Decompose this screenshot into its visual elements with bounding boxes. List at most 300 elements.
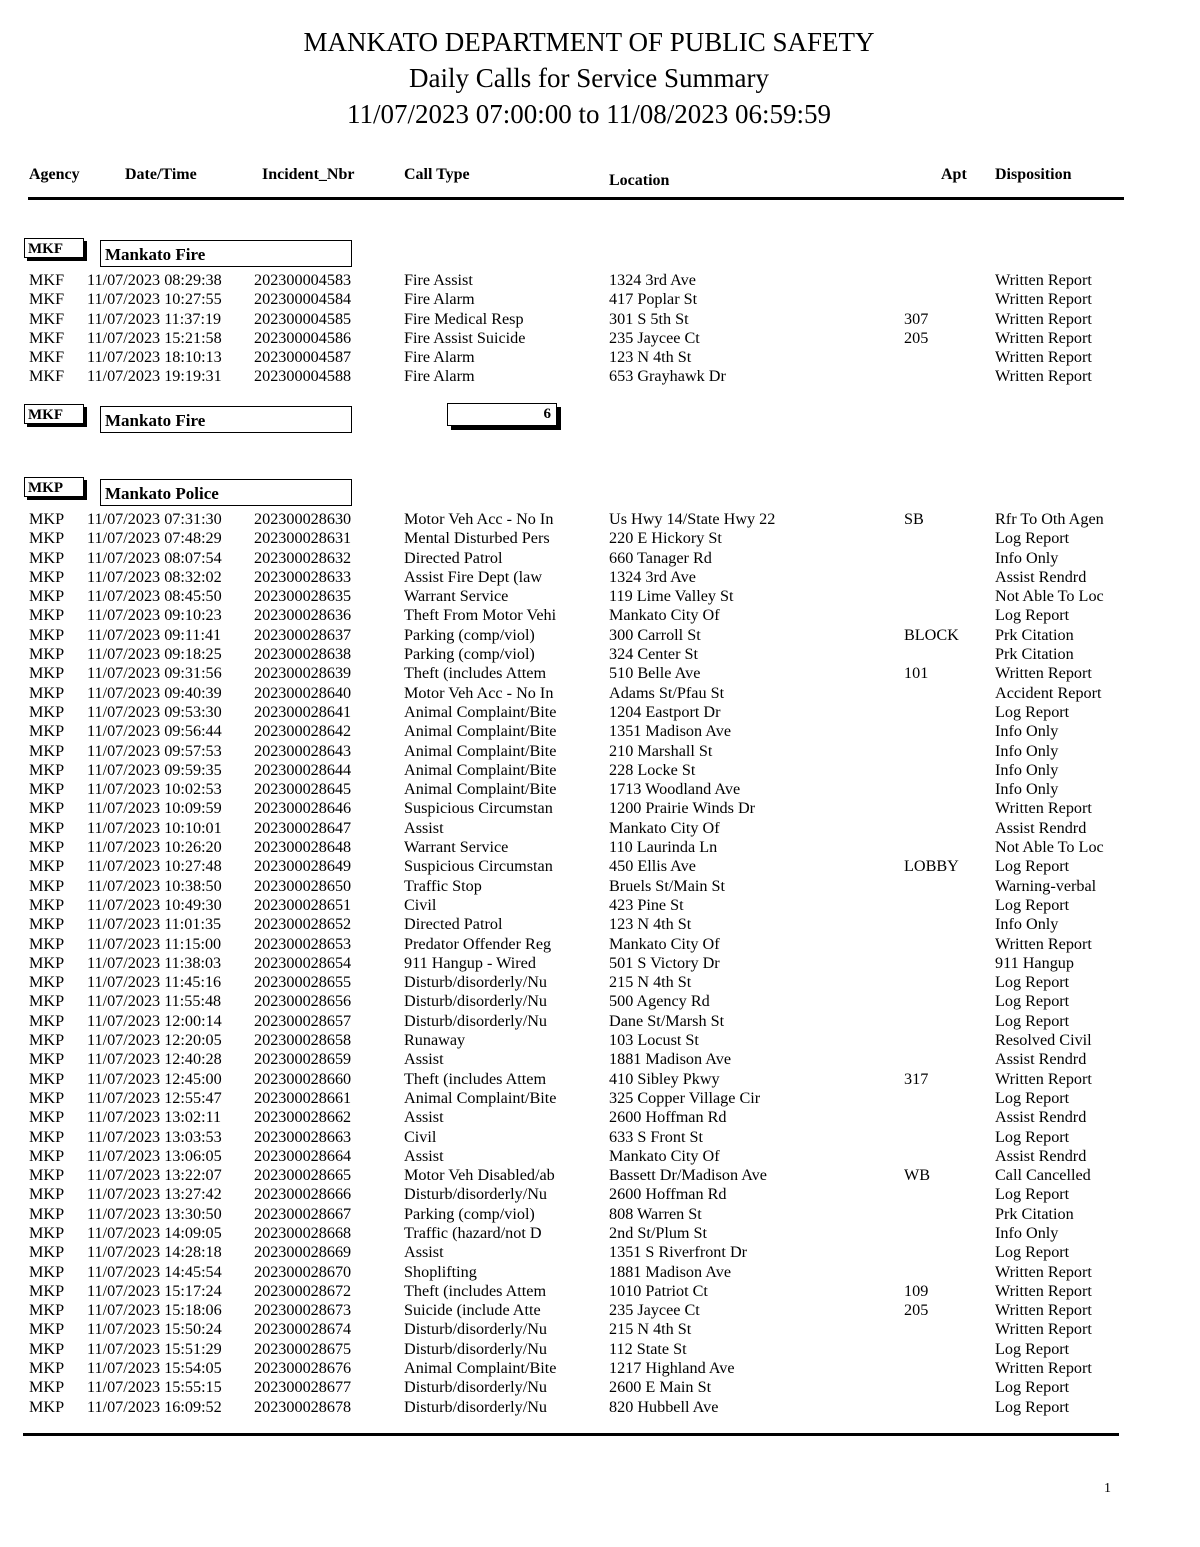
cell-datetime: 11/07/2023 10:38:50 <box>87 876 222 895</box>
cell-calltype: Traffic Stop <box>404 876 482 895</box>
cell-agency: MKP <box>29 1204 65 1223</box>
cell-agency: MKP <box>29 1069 65 1088</box>
cell-apt: 101 <box>904 664 929 683</box>
table-row <box>0 1320 1200 1339</box>
cell-agency: MKP <box>29 799 65 818</box>
cell-datetime: 11/07/2023 13:06:05 <box>87 1146 222 1165</box>
cell-location: 210 Marshall St <box>609 741 713 760</box>
cell-datetime: 11/07/2023 14:45:54 <box>87 1262 222 1281</box>
cell-disposition: Written Report <box>995 1281 1092 1300</box>
table-row <box>0 819 1200 838</box>
cell-disposition: Log Report <box>995 973 1070 992</box>
cell-incident: 202300004588 <box>254 367 352 386</box>
table-row <box>0 587 1200 606</box>
table-row <box>0 1205 1200 1224</box>
table-row <box>0 271 1200 290</box>
cell-location: Adams St/Pfau St <box>609 683 725 702</box>
cell-disposition: Log Report <box>995 529 1070 548</box>
cell-calltype: 911 Hangup - Wired <box>404 953 536 972</box>
cell-calltype: Disturb/disorderly/Nu <box>404 992 547 1011</box>
cell-calltype: Assist <box>404 818 444 837</box>
cell-calltype: Fire Alarm <box>404 367 475 386</box>
cell-incident: 202300028673 <box>254 1301 352 1320</box>
cell-datetime: 11/07/2023 13:27:42 <box>87 1185 222 1204</box>
cell-incident: 202300028651 <box>254 895 352 914</box>
cell-disposition: Assist Rendrd <box>995 818 1087 837</box>
cell-calltype: Motor Veh Acc - No In <box>404 683 554 702</box>
table-row <box>0 1147 1200 1166</box>
cell-datetime: 11/07/2023 15:17:24 <box>87 1281 222 1300</box>
cell-disposition: Log Report <box>995 895 1070 914</box>
cell-calltype: Suspicious Circumstan <box>404 857 553 876</box>
cell-agency: MKP <box>29 1243 65 1262</box>
group-code-box: MKF <box>24 404 84 424</box>
cell-incident: 202300028661 <box>254 1088 352 1107</box>
cell-incident: 202300004584 <box>254 290 352 309</box>
cell-location: 119 Lime Valley St <box>609 587 734 606</box>
cell-incident: 202300028630 <box>254 510 352 528</box>
cell-agency: MKP <box>29 760 65 779</box>
cell-datetime: 11/07/2023 13:30:50 <box>87 1204 222 1223</box>
cell-agency: MKF <box>29 271 65 289</box>
cell-datetime: 11/07/2023 10:27:55 <box>87 290 222 309</box>
cell-datetime: 11/07/2023 11:37:19 <box>87 309 222 328</box>
cell-datetime: 11/07/2023 12:40:28 <box>87 1050 222 1069</box>
cell-incident: 202300028648 <box>254 838 352 857</box>
cell-disposition: Written Report <box>995 1069 1092 1088</box>
cell-incident: 202300028641 <box>254 702 352 721</box>
table-row <box>0 329 1200 348</box>
cell-disposition: Written Report <box>995 348 1092 367</box>
cell-apt: LOBBY <box>904 857 959 876</box>
cell-agency: MKP <box>29 567 65 586</box>
cell-agency: MKP <box>29 1339 65 1358</box>
cell-calltype: Parking (comp/viol) <box>404 1204 535 1223</box>
cell-calltype: Animal Complaint/Bite <box>404 780 557 799</box>
cell-datetime: 11/07/2023 09:10:23 <box>87 606 222 625</box>
header-rule <box>28 197 1124 200</box>
cell-incident: 202300028653 <box>254 934 352 953</box>
table-row <box>0 549 1200 568</box>
cell-disposition: Log Report <box>995 1185 1070 1204</box>
cell-datetime: 11/07/2023 11:15:00 <box>87 934 222 953</box>
cell-location: Mankato City Of <box>609 818 720 837</box>
cell-location: 1351 Madison Ave <box>609 722 731 741</box>
cell-incident: 202300028638 <box>254 645 352 664</box>
table-row <box>0 290 1200 309</box>
cell-disposition: Not Able To Loc <box>995 587 1104 606</box>
cell-location: 633 S Front St <box>609 1127 704 1146</box>
cell-apt: BLOCK <box>904 625 959 644</box>
column-headers <box>0 166 1200 196</box>
cell-location: 215 N 4th St <box>609 973 692 992</box>
cell-calltype: Animal Complaint/Bite <box>404 722 557 741</box>
cell-datetime: 11/07/2023 10:26:20 <box>87 838 222 857</box>
cell-location: 1324 3rd Ave <box>609 271 696 289</box>
table-row <box>0 722 1200 741</box>
cell-disposition: Written Report <box>995 664 1092 683</box>
cell-location: 450 Ellis Ave <box>609 857 696 876</box>
group-header-fire <box>24 238 364 272</box>
cell-incident: 202300028659 <box>254 1050 352 1069</box>
cell-agency: MKP <box>29 510 65 528</box>
cell-location: 1217 Highland Ave <box>609 1359 735 1378</box>
cell-incident: 202300028670 <box>254 1262 352 1281</box>
table-row <box>0 1263 1200 1282</box>
cell-datetime: 11/07/2023 15:54:05 <box>87 1359 222 1378</box>
cell-datetime: 11/07/2023 09:59:35 <box>87 760 222 779</box>
cell-calltype: Directed Patrol <box>404 548 503 567</box>
cell-incident: 202300028647 <box>254 818 352 837</box>
cell-disposition: Written Report <box>995 367 1092 386</box>
cell-incident: 202300028643 <box>254 741 352 760</box>
cell-disposition: Written Report <box>995 328 1092 347</box>
cell-datetime: 11/07/2023 15:55:15 <box>87 1378 222 1397</box>
cell-datetime: 11/07/2023 10:49:30 <box>87 895 222 914</box>
cell-datetime: 11/07/2023 10:10:01 <box>87 818 222 837</box>
cell-calltype: Fire Medical Resp <box>404 309 524 328</box>
cell-disposition: Written Report <box>995 1320 1092 1339</box>
cell-disposition: Written Report <box>995 1301 1092 1320</box>
cell-calltype: Disturb/disorderly/Nu <box>404 1320 547 1339</box>
cell-calltype: Shoplifting <box>404 1262 477 1281</box>
cell-datetime: 11/07/2023 11:55:48 <box>87 992 222 1011</box>
cell-incident: 202300028639 <box>254 664 352 683</box>
table-row <box>0 838 1200 857</box>
cell-incident: 202300028645 <box>254 780 352 799</box>
table-row <box>0 367 1200 386</box>
cell-location: 220 E Hickory St <box>609 529 722 548</box>
footer-rule <box>23 1433 1119 1436</box>
cell-calltype: Mental Disturbed Pers <box>404 529 550 548</box>
cell-datetime: 11/07/2023 12:45:00 <box>87 1069 222 1088</box>
cell-datetime: 11/07/2023 18:10:13 <box>87 348 222 367</box>
column-header-location: Location <box>609 172 670 189</box>
cell-agency: MKP <box>29 876 65 895</box>
cell-calltype: Predator Offender Reg <box>404 934 552 953</box>
cell-incident: 202300028668 <box>254 1223 352 1242</box>
cell-calltype: Traffic (hazard/not D <box>404 1223 542 1242</box>
cell-calltype: Assist <box>404 1146 444 1165</box>
cell-datetime: 11/07/2023 10:27:48 <box>87 857 222 876</box>
table-row <box>0 348 1200 367</box>
cell-location: 808 Warren St <box>609 1204 702 1223</box>
column-header-apt: Apt <box>941 166 967 183</box>
cell-apt: 307 <box>904 309 929 328</box>
table-row <box>0 310 1200 329</box>
group-name-box: Mankato Fire <box>100 240 352 267</box>
cell-datetime: 11/07/2023 09:40:39 <box>87 683 222 702</box>
cell-location: Bassett Dr/Madison Ave <box>609 1166 767 1185</box>
cell-calltype: Civil <box>404 1127 437 1146</box>
table-row <box>0 510 1200 529</box>
cell-datetime: 11/07/2023 09:56:44 <box>87 722 222 741</box>
cell-agency: MKF <box>29 309 65 328</box>
cell-incident: 202300028675 <box>254 1339 352 1358</box>
cell-agency: MKP <box>29 625 65 644</box>
cell-disposition: Assist Rendrd <box>995 567 1087 586</box>
cell-location: Mankato City Of <box>609 1146 720 1165</box>
cell-datetime: 11/07/2023 10:09:59 <box>87 799 222 818</box>
table-row <box>0 1012 1200 1031</box>
cell-agency: MKP <box>29 1146 65 1165</box>
cell-incident: 202300028640 <box>254 683 352 702</box>
table-row <box>0 1050 1200 1069</box>
cell-agency: MKP <box>29 529 65 548</box>
table-row <box>0 568 1200 587</box>
cell-agency: MKP <box>29 606 65 625</box>
cell-datetime: 11/07/2023 12:55:47 <box>87 1088 222 1107</box>
cell-agency: MKP <box>29 702 65 721</box>
cell-incident: 202300004585 <box>254 309 352 328</box>
cell-location: 123 N 4th St <box>609 915 692 934</box>
cell-apt: 205 <box>904 1301 929 1320</box>
table-row <box>0 529 1200 548</box>
cell-agency: MKP <box>29 722 65 741</box>
cell-calltype: Theft (includes Attem <box>404 664 547 683</box>
cell-disposition: Log Report <box>995 1127 1070 1146</box>
cell-calltype: Theft (includes Attem <box>404 1281 547 1300</box>
cell-incident: 202300028677 <box>254 1378 352 1397</box>
cell-incident: 202300028669 <box>254 1243 352 1262</box>
cell-disposition: Info Only <box>995 548 1059 567</box>
cell-incident: 202300028676 <box>254 1359 352 1378</box>
report-header <box>0 24 1178 132</box>
cell-calltype: Disturb/disorderly/Nu <box>404 1397 547 1416</box>
cell-incident: 202300028632 <box>254 548 352 567</box>
cell-datetime: 11/07/2023 08:29:38 <box>87 271 222 289</box>
cell-calltype: Warrant Service <box>404 587 509 606</box>
cell-location: 235 Jaycee Ct <box>609 1301 700 1320</box>
cell-location: 300 Carroll St <box>609 625 701 644</box>
cell-location: Us Hwy 14/State Hwy 22 <box>609 510 776 528</box>
cell-disposition: Log Report <box>995 857 1070 876</box>
cell-agency: MKP <box>29 953 65 972</box>
cell-location: Mankato City Of <box>609 606 720 625</box>
cell-disposition: 911 Hangup <box>995 953 1074 972</box>
cell-disposition: Log Report <box>995 1397 1070 1416</box>
cell-agency: MKP <box>29 992 65 1011</box>
cell-incident: 202300028662 <box>254 1108 352 1127</box>
cell-agency: MKP <box>29 895 65 914</box>
cell-incident: 202300004583 <box>254 271 352 289</box>
group-count-box: 6 <box>447 403 557 426</box>
group-footer-fire <box>24 404 364 438</box>
cell-location: 112 State St <box>609 1339 687 1358</box>
cell-agency: MKP <box>29 1108 65 1127</box>
cell-incident: 202300028663 <box>254 1127 352 1146</box>
cell-datetime: 11/07/2023 15:21:58 <box>87 328 222 347</box>
table-row <box>0 645 1200 664</box>
report-title: MANKATO DEPARTMENT OF PUBLIC SAFETY <box>303 27 875 57</box>
cell-disposition: Written Report <box>995 1262 1092 1281</box>
cell-calltype: Fire Assist Suicide <box>404 328 526 347</box>
cell-location: 653 Grayhawk Dr <box>609 367 726 386</box>
cell-location: Bruels St/Main St <box>609 876 726 895</box>
cell-agency: MKP <box>29 838 65 857</box>
cell-agency: MKP <box>29 780 65 799</box>
cell-agency: MKP <box>29 1301 65 1320</box>
cell-agency: MKP <box>29 1050 65 1069</box>
cell-disposition: Info Only <box>995 915 1059 934</box>
cell-datetime: 11/07/2023 11:01:35 <box>87 915 222 934</box>
cell-agency: MKP <box>29 1031 65 1050</box>
cell-calltype: Suicide (include Atte <box>404 1301 541 1320</box>
table-row <box>0 1378 1200 1397</box>
cell-incident: 202300028656 <box>254 992 352 1011</box>
table-row <box>0 1243 1200 1262</box>
cell-calltype: Animal Complaint/Bite <box>404 760 557 779</box>
cell-disposition: Rfr To Oth Agen <box>995 510 1104 528</box>
cell-incident: 202300028649 <box>254 857 352 876</box>
cell-location: 103 Locust St <box>609 1031 699 1050</box>
table-row <box>0 857 1200 876</box>
table-row <box>0 1301 1200 1320</box>
table-row <box>0 877 1200 896</box>
cell-incident: 202300028637 <box>254 625 352 644</box>
cell-agency: MKP <box>29 664 65 683</box>
table-row <box>0 1128 1200 1147</box>
cell-disposition: Written Report <box>995 309 1092 328</box>
cell-location: 1713 Woodland Ave <box>609 780 741 799</box>
cell-disposition: Log Report <box>995 702 1070 721</box>
table-row <box>0 626 1200 645</box>
cell-calltype: Animal Complaint/Bite <box>404 1359 557 1378</box>
table-row <box>0 703 1200 722</box>
group-code-box: MKP <box>24 477 84 497</box>
cell-agency: MKF <box>29 367 65 386</box>
cell-disposition: Info Only <box>995 741 1059 760</box>
cell-disposition: Assist Rendrd <box>995 1050 1087 1069</box>
group-code-box: MKF <box>24 238 84 258</box>
cell-incident: 202300028674 <box>254 1320 352 1339</box>
cell-incident: 202300028664 <box>254 1146 352 1165</box>
cell-location: 1881 Madison Ave <box>609 1262 731 1281</box>
cell-location: 228 Locke St <box>609 760 696 779</box>
cell-location: 110 Laurinda Ln <box>609 838 718 857</box>
cell-incident: 202300028660 <box>254 1069 352 1088</box>
table-row <box>0 896 1200 915</box>
cell-agency: MKP <box>29 741 65 760</box>
cell-disposition: Info Only <box>995 780 1059 799</box>
group-name-box: Mankato Fire <box>100 406 352 433</box>
cell-calltype: Theft (includes Attem <box>404 1069 547 1088</box>
cell-agency: MKP <box>29 1262 65 1281</box>
cell-location: 510 Belle Ave <box>609 664 701 683</box>
cell-incident: 202300028657 <box>254 1011 352 1030</box>
cell-disposition: Log Report <box>995 1243 1070 1262</box>
cell-datetime: 11/07/2023 16:09:52 <box>87 1397 222 1416</box>
cell-datetime: 11/07/2023 09:53:30 <box>87 702 222 721</box>
table-row <box>0 799 1200 818</box>
cell-agency: MKP <box>29 1185 65 1204</box>
cell-incident: 202300028633 <box>254 567 352 586</box>
cell-apt: 317 <box>904 1069 929 1088</box>
cell-calltype: Runaway <box>404 1031 466 1050</box>
cell-disposition: Written Report <box>995 271 1092 289</box>
cell-incident: 202300028635 <box>254 587 352 606</box>
cell-agency: MKP <box>29 1223 65 1242</box>
cell-incident: 202300028678 <box>254 1397 352 1416</box>
cell-calltype: Civil <box>404 895 437 914</box>
column-header-disposition: Disposition <box>995 166 1072 183</box>
table-row <box>0 664 1200 683</box>
cell-disposition: Call Cancelled <box>995 1166 1091 1185</box>
cell-calltype: Animal Complaint/Bite <box>404 741 557 760</box>
cell-calltype: Disturb/disorderly/Nu <box>404 1378 547 1397</box>
table-row <box>0 1166 1200 1185</box>
cell-incident: 202300028658 <box>254 1031 352 1050</box>
cell-disposition: Written Report <box>995 1359 1092 1378</box>
cell-disposition: Log Report <box>995 1339 1070 1358</box>
cell-agency: MKP <box>29 1378 65 1397</box>
cell-agency: MKP <box>29 915 65 934</box>
table-row <box>0 1185 1200 1204</box>
cell-incident: 202300004587 <box>254 348 352 367</box>
cell-agency: MKF <box>29 348 65 367</box>
cell-calltype: Assist <box>404 1108 444 1127</box>
cell-datetime: 11/07/2023 10:02:53 <box>87 780 222 799</box>
table-row <box>0 1070 1200 1089</box>
cell-calltype: Theft From Motor Vehi <box>404 606 557 625</box>
table-row <box>0 915 1200 934</box>
cell-incident: 202300028650 <box>254 876 352 895</box>
cell-location: 301 S 5th St <box>609 309 689 328</box>
cell-datetime: 11/07/2023 08:32:02 <box>87 567 222 586</box>
table-row <box>0 1398 1200 1417</box>
cell-agency: MKP <box>29 1088 65 1107</box>
cell-location: 123 N 4th St <box>609 348 692 367</box>
cell-agency: MKP <box>29 587 65 606</box>
cell-apt: SB <box>904 510 924 528</box>
cell-datetime: 11/07/2023 09:11:41 <box>87 625 222 644</box>
cell-agency: MKP <box>29 1359 65 1378</box>
cell-agency: MKP <box>29 934 65 953</box>
cell-calltype: Parking (comp/viol) <box>404 645 535 664</box>
cell-disposition: Log Report <box>995 1378 1070 1397</box>
cell-disposition: Resolved Civil <box>995 1031 1092 1050</box>
cell-datetime: 11/07/2023 12:20:05 <box>87 1031 222 1050</box>
cell-agency: MKP <box>29 973 65 992</box>
cell-calltype: Disturb/disorderly/Nu <box>404 1185 547 1204</box>
cell-calltype: Animal Complaint/Bite <box>404 702 557 721</box>
cell-location: 820 Hubbell Ave <box>609 1397 719 1416</box>
cell-agency: MKP <box>29 857 65 876</box>
cell-datetime: 11/07/2023 13:03:53 <box>87 1127 222 1146</box>
cell-datetime: 11/07/2023 15:51:29 <box>87 1339 222 1358</box>
cell-agency: MKP <box>29 683 65 702</box>
cell-agency: MKF <box>29 290 65 309</box>
table-row <box>0 1359 1200 1378</box>
table-row <box>0 1282 1200 1301</box>
cell-incident: 202300028646 <box>254 799 352 818</box>
cell-location: 1010 Patriot Ct <box>609 1281 708 1300</box>
cell-location: 1351 S Riverfront Dr <box>609 1243 748 1262</box>
report-subtitle: Daily Calls for Service Summary <box>409 63 769 93</box>
cell-calltype: Assist <box>404 1050 444 1069</box>
cell-location: 423 Pine St <box>609 895 684 914</box>
cell-calltype: Animal Complaint/Bite <box>404 1088 557 1107</box>
cell-datetime: 11/07/2023 07:31:30 <box>87 510 222 528</box>
cell-location: Dane St/Marsh St <box>609 1011 725 1030</box>
cell-incident: 202300028672 <box>254 1281 352 1300</box>
column-header-incident: Incident_Nbr <box>262 166 355 183</box>
table-row <box>0 1089 1200 1108</box>
cell-location: Mankato City Of <box>609 934 720 953</box>
cell-apt: WB <box>904 1166 931 1185</box>
cell-disposition: Prk Citation <box>995 625 1074 644</box>
table-row <box>0 606 1200 625</box>
